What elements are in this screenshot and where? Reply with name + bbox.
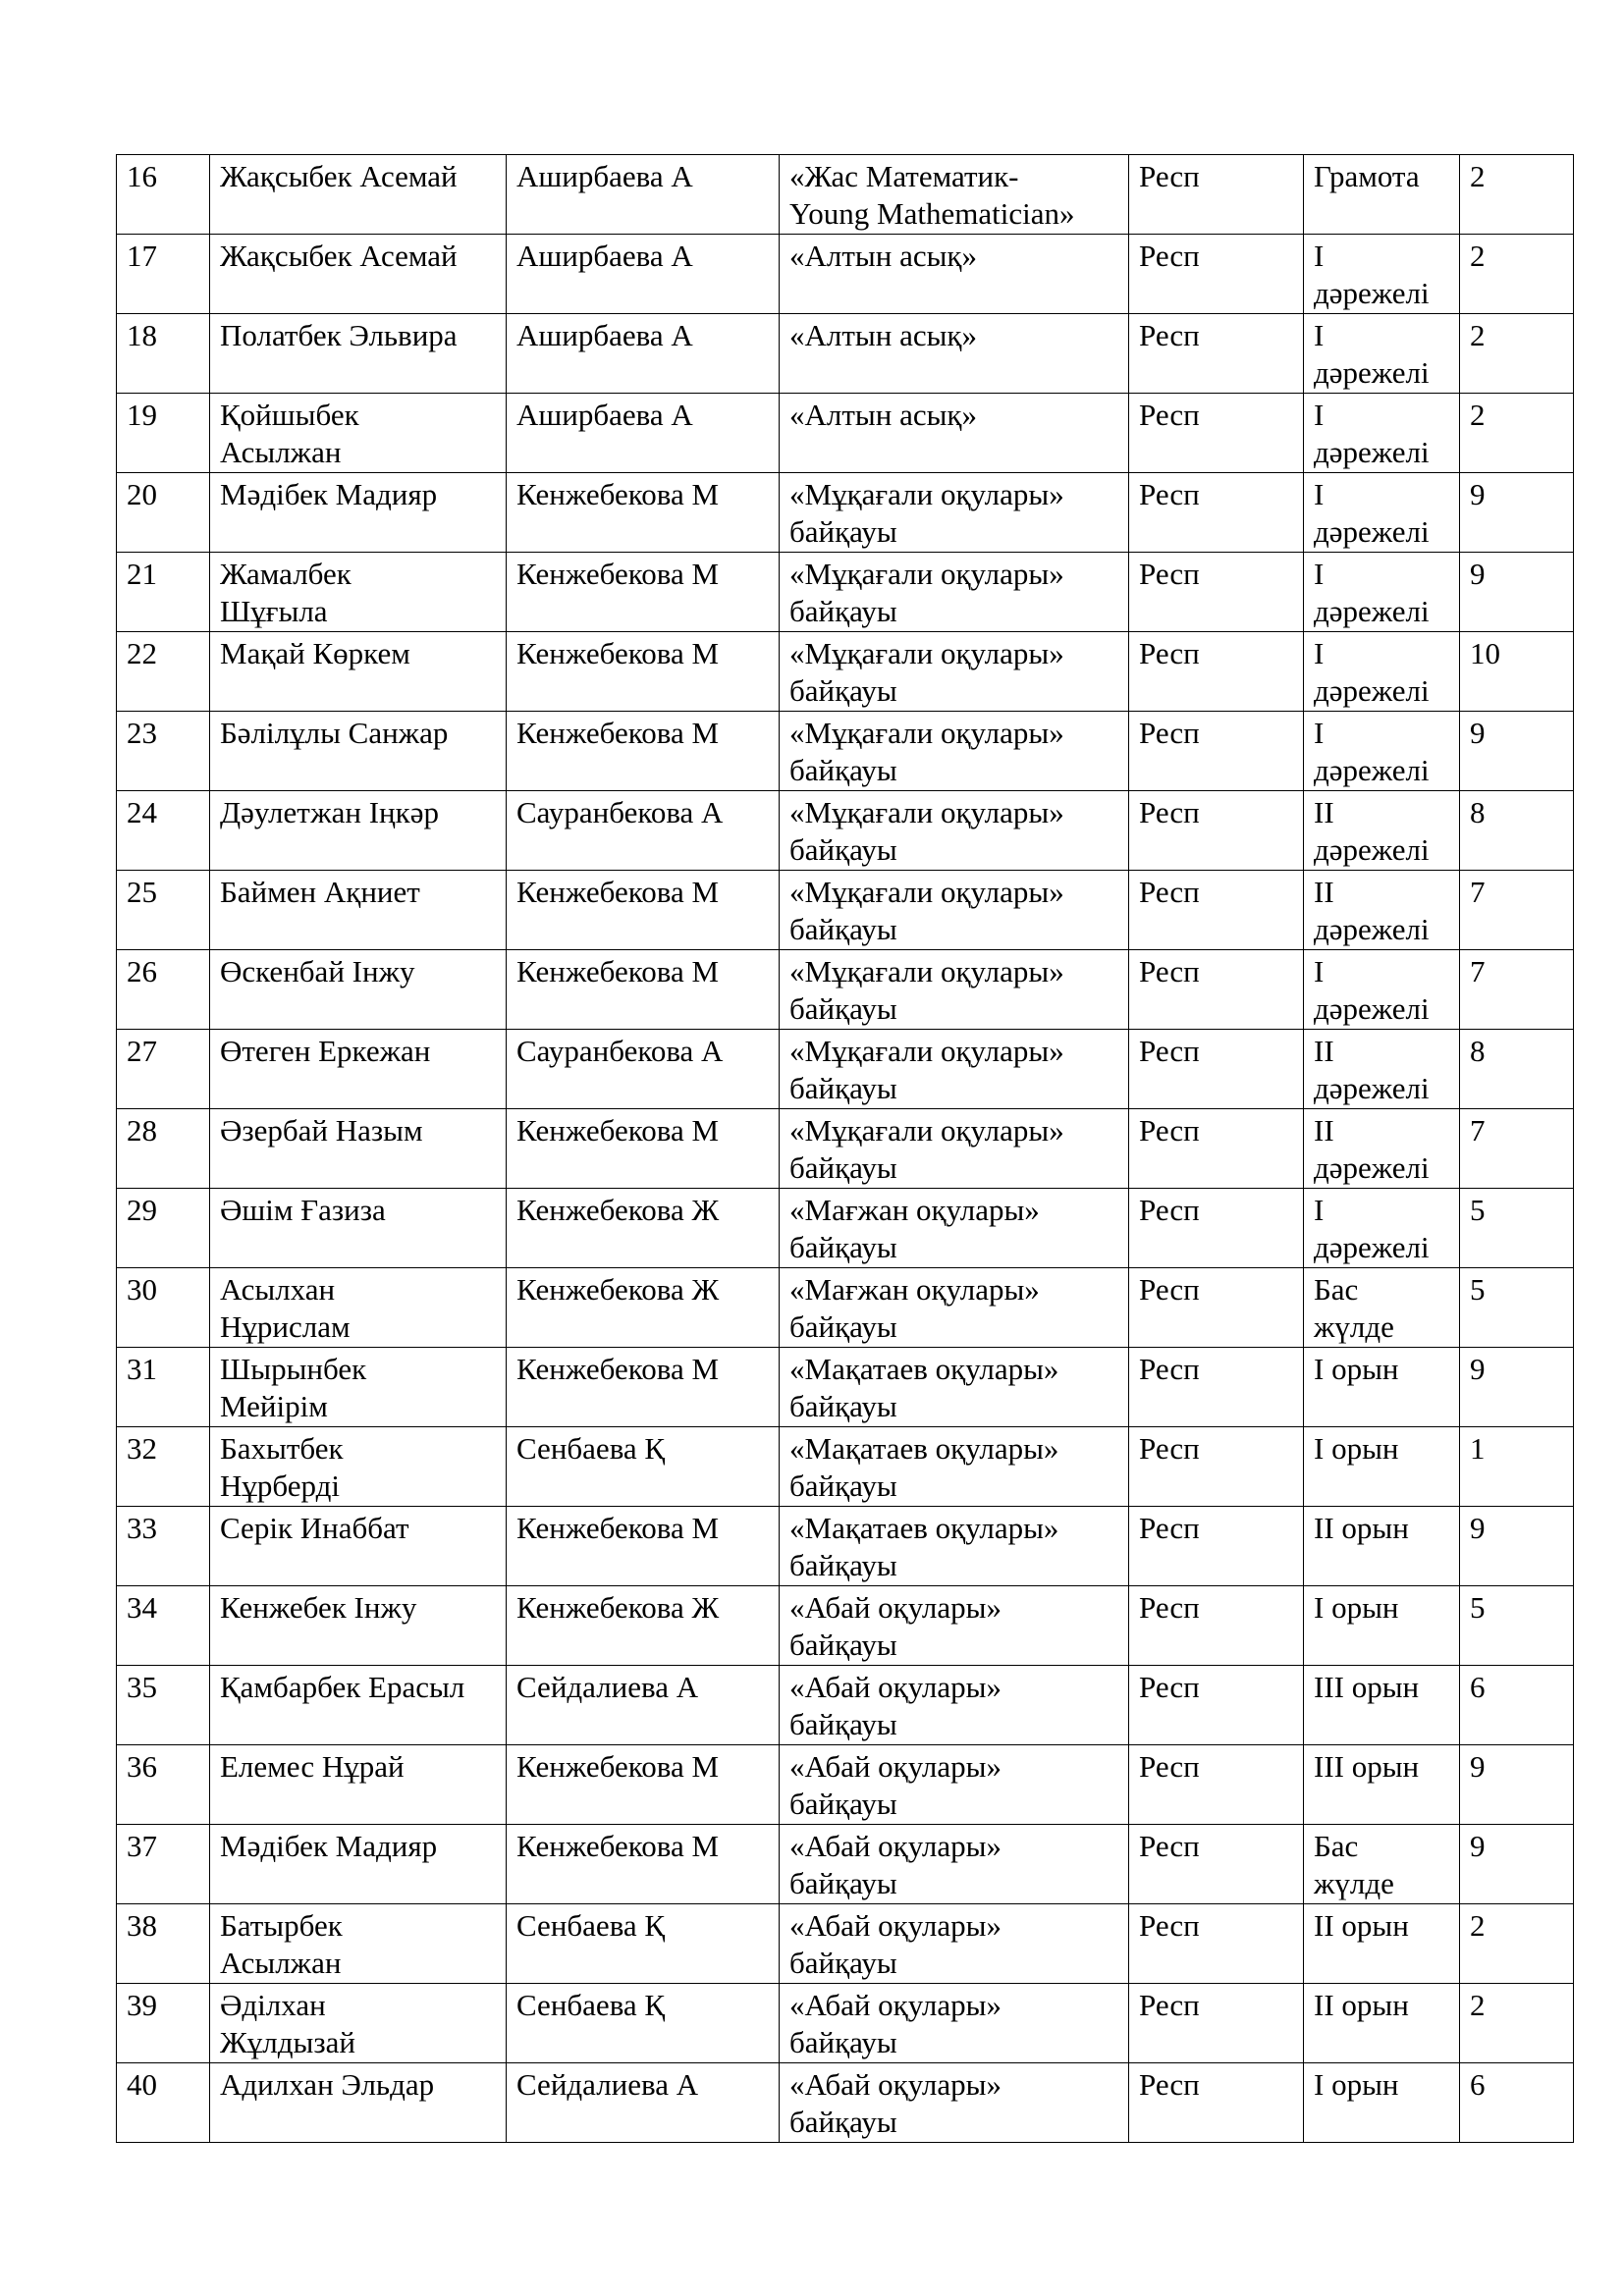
level-cell: Респ xyxy=(1129,314,1304,394)
award-cell: I дәрежелі xyxy=(1304,394,1460,473)
grade-cell: 7 xyxy=(1460,1109,1574,1189)
grade-cell: 9 xyxy=(1460,473,1574,553)
student-name-cell: Әшім Ғазиза xyxy=(210,1189,507,1268)
teacher-name-cell: Сенбаева Қ xyxy=(507,1904,780,1984)
grade-cell: 7 xyxy=(1460,950,1574,1030)
level-cell: Респ xyxy=(1129,712,1304,791)
row-number-cell: 31 xyxy=(117,1348,210,1427)
teacher-name-cell: Кенжебекова М xyxy=(507,1507,780,1586)
competition-cell: «Мақатаев оқулары» байқауы xyxy=(780,1427,1129,1507)
table-row xyxy=(117,235,1574,314)
level-cell: Респ xyxy=(1129,394,1304,473)
level-cell: Респ xyxy=(1129,632,1304,712)
row-number-cell: 22 xyxy=(117,632,210,712)
table-body xyxy=(117,155,1574,2143)
level-cell: Респ xyxy=(1129,950,1304,1030)
student-name-cell: Шырынбек Мейірім xyxy=(210,1348,507,1427)
table-row xyxy=(117,632,1574,712)
grade-cell: 6 xyxy=(1460,1666,1574,1745)
level-cell: Респ xyxy=(1129,473,1304,553)
student-name-cell: Кенжебек Інжу xyxy=(210,1586,507,1666)
level-cell: Респ xyxy=(1129,553,1304,632)
competition-cell: «Мұқағали оқулары» байқауы xyxy=(780,473,1129,553)
level-cell: Респ xyxy=(1129,235,1304,314)
grade-cell: 9 xyxy=(1460,1507,1574,1586)
award-cell: II орын xyxy=(1304,1507,1460,1586)
table-row xyxy=(117,473,1574,553)
grade-cell: 9 xyxy=(1460,553,1574,632)
grade-cell: 1 xyxy=(1460,1427,1574,1507)
teacher-name-cell: Кенжебекова М xyxy=(507,1745,780,1825)
row-number-cell: 30 xyxy=(117,1268,210,1348)
student-name-cell: Қойшыбек Асылжан xyxy=(210,394,507,473)
grade-cell: 2 xyxy=(1460,314,1574,394)
student-name-cell: Дәулетжан Іңкәр xyxy=(210,791,507,871)
teacher-name-cell: Кенжебекова М xyxy=(507,712,780,791)
teacher-name-cell: Кенжебекова М xyxy=(507,632,780,712)
level-cell: Респ xyxy=(1129,1666,1304,1745)
competition-cell: «Абай оқулары» байқауы xyxy=(780,1984,1129,2063)
student-name-cell: Жамалбек Шұғыла xyxy=(210,553,507,632)
grade-cell: 2 xyxy=(1460,394,1574,473)
grade-cell: 8 xyxy=(1460,1030,1574,1109)
award-cell: III орын xyxy=(1304,1745,1460,1825)
grade-cell: 5 xyxy=(1460,1268,1574,1348)
level-cell: Респ xyxy=(1129,1745,1304,1825)
student-name-cell: Бәлілұлы Санжар xyxy=(210,712,507,791)
level-cell: Респ xyxy=(1129,1427,1304,1507)
award-cell: II орын xyxy=(1304,1904,1460,1984)
table-row xyxy=(117,1030,1574,1109)
table-row xyxy=(117,2063,1574,2143)
teacher-name-cell: Кенжебекова М xyxy=(507,553,780,632)
competition-cell: «Мұқағали оқулары» байқауы xyxy=(780,950,1129,1030)
teacher-name-cell: Кенжебекова М xyxy=(507,1109,780,1189)
award-cell: I орын xyxy=(1304,2063,1460,2143)
student-name-cell: Өскенбай Інжу xyxy=(210,950,507,1030)
level-cell: Респ xyxy=(1129,1507,1304,1586)
table-row xyxy=(117,1189,1574,1268)
teacher-name-cell: Кенжебекова М xyxy=(507,1825,780,1904)
teacher-name-cell: Сейдалиева А xyxy=(507,2063,780,2143)
award-cell: II дәрежелі xyxy=(1304,871,1460,950)
competition-cell: «Абай оқулары» байқауы xyxy=(780,2063,1129,2143)
level-cell: Респ xyxy=(1129,2063,1304,2143)
student-name-cell: Елемес Нұрай xyxy=(210,1745,507,1825)
table-row xyxy=(117,394,1574,473)
grade-cell: 9 xyxy=(1460,1825,1574,1904)
grade-cell: 9 xyxy=(1460,1348,1574,1427)
competition-cell: «Жас Математик- Young Mathematician» xyxy=(780,155,1129,235)
award-cell: I орын xyxy=(1304,1427,1460,1507)
student-name-cell: Жақсыбек Асемай xyxy=(210,155,507,235)
student-name-cell: Қамбарбек Ерасыл xyxy=(210,1666,507,1745)
competition-cell: «Абай оқулары» байқауы xyxy=(780,1586,1129,1666)
table-row xyxy=(117,155,1574,235)
row-number-cell: 33 xyxy=(117,1507,210,1586)
level-cell: Респ xyxy=(1129,871,1304,950)
row-number-cell: 39 xyxy=(117,1984,210,2063)
teacher-name-cell: Сейдалиева А xyxy=(507,1666,780,1745)
table-row xyxy=(117,553,1574,632)
teacher-name-cell: Кенжебекова Ж xyxy=(507,1586,780,1666)
level-cell: Респ xyxy=(1129,1268,1304,1348)
student-name-cell: Өтеген Еркежан xyxy=(210,1030,507,1109)
row-number-cell: 21 xyxy=(117,553,210,632)
competition-cell: «Абай оқулары» байқауы xyxy=(780,1745,1129,1825)
table-row xyxy=(117,871,1574,950)
award-cell: I дәрежелі xyxy=(1304,712,1460,791)
row-number-cell: 35 xyxy=(117,1666,210,1745)
competition-cell: «Алтын асық» xyxy=(780,314,1129,394)
level-cell: Респ xyxy=(1129,1984,1304,2063)
teacher-name-cell: Сауранбекова А xyxy=(507,791,780,871)
row-number-cell: 37 xyxy=(117,1825,210,1904)
teacher-name-cell: Сенбаева Қ xyxy=(507,1984,780,2063)
award-cell: I дәрежелі xyxy=(1304,473,1460,553)
table-row xyxy=(117,1984,1574,2063)
grade-cell: 2 xyxy=(1460,235,1574,314)
student-name-cell: Мақай Көркем xyxy=(210,632,507,712)
level-cell: Респ xyxy=(1129,1825,1304,1904)
table-row xyxy=(117,314,1574,394)
row-number-cell: 36 xyxy=(117,1745,210,1825)
competition-cell: «Мұқағали оқулары» байқауы xyxy=(780,553,1129,632)
table-row xyxy=(117,1825,1574,1904)
row-number-cell: 24 xyxy=(117,791,210,871)
level-cell: Респ xyxy=(1129,1904,1304,1984)
grade-cell: 9 xyxy=(1460,1745,1574,1825)
award-cell: I дәрежелі xyxy=(1304,314,1460,394)
student-name-cell: Баймен Ақниет xyxy=(210,871,507,950)
level-cell: Респ xyxy=(1129,791,1304,871)
grade-cell: 7 xyxy=(1460,871,1574,950)
level-cell: Респ xyxy=(1129,1109,1304,1189)
row-number-cell: 38 xyxy=(117,1904,210,1984)
grade-cell: 2 xyxy=(1460,1904,1574,1984)
award-cell: Грамота xyxy=(1304,155,1460,235)
level-cell: Респ xyxy=(1129,155,1304,235)
student-name-cell: Адилхан Эльдар xyxy=(210,2063,507,2143)
table-row xyxy=(117,791,1574,871)
teacher-name-cell: Аширбаева А xyxy=(507,155,780,235)
row-number-cell: 26 xyxy=(117,950,210,1030)
row-number-cell: 32 xyxy=(117,1427,210,1507)
competition-cell: «Мұқағали оқулары» байқауы xyxy=(780,632,1129,712)
grade-cell: 8 xyxy=(1460,791,1574,871)
level-cell: Респ xyxy=(1129,1030,1304,1109)
results-table xyxy=(116,154,1574,2143)
table-row xyxy=(117,1904,1574,1984)
competition-cell: «Абай оқулары» байқауы xyxy=(780,1825,1129,1904)
competition-cell: «Мұқағали оқулары» байқауы xyxy=(780,1109,1129,1189)
row-number-cell: 19 xyxy=(117,394,210,473)
student-name-cell: Бахытбек Нұрберді xyxy=(210,1427,507,1507)
table-row xyxy=(117,1348,1574,1427)
award-cell: II дәрежелі xyxy=(1304,1109,1460,1189)
table-row xyxy=(117,1109,1574,1189)
table-row xyxy=(117,1268,1574,1348)
student-name-cell: Асылхан Нұрислам xyxy=(210,1268,507,1348)
row-number-cell: 16 xyxy=(117,155,210,235)
table-row xyxy=(117,1507,1574,1586)
competition-cell: «Мұқағали оқулары» байқауы xyxy=(780,871,1129,950)
student-name-cell: Әзербай Назым xyxy=(210,1109,507,1189)
row-number-cell: 17 xyxy=(117,235,210,314)
teacher-name-cell: Сенбаева Қ xyxy=(507,1427,780,1507)
row-number-cell: 40 xyxy=(117,2063,210,2143)
table-row xyxy=(117,712,1574,791)
teacher-name-cell: Кенжебекова Ж xyxy=(507,1189,780,1268)
grade-cell: 5 xyxy=(1460,1189,1574,1268)
table-row xyxy=(117,1745,1574,1825)
competition-cell: «Алтын асық» xyxy=(780,394,1129,473)
competition-cell: «Мұқағали оқулары» байқауы xyxy=(780,791,1129,871)
teacher-name-cell: Аширбаева А xyxy=(507,394,780,473)
teacher-name-cell: Аширбаева А xyxy=(507,314,780,394)
competition-cell: «Мағжан оқулары» байқауы xyxy=(780,1189,1129,1268)
teacher-name-cell: Кенжебекова М xyxy=(507,871,780,950)
row-number-cell: 25 xyxy=(117,871,210,950)
level-cell: Респ xyxy=(1129,1189,1304,1268)
row-number-cell: 34 xyxy=(117,1586,210,1666)
student-name-cell: Мәдібек Мадияр xyxy=(210,473,507,553)
grade-cell: 10 xyxy=(1460,632,1574,712)
award-cell: Бас жүлде xyxy=(1304,1825,1460,1904)
table-row xyxy=(117,950,1574,1030)
table-row xyxy=(117,1586,1574,1666)
student-name-cell: Жақсыбек Асемай xyxy=(210,235,507,314)
row-number-cell: 27 xyxy=(117,1030,210,1109)
competition-cell: «Абай оқулары» байқауы xyxy=(780,1904,1129,1984)
row-number-cell: 28 xyxy=(117,1109,210,1189)
teacher-name-cell: Аширбаева А xyxy=(507,235,780,314)
award-cell: Бас жүлде xyxy=(1304,1268,1460,1348)
student-name-cell: Полатбек Эльвира xyxy=(210,314,507,394)
award-cell: I дәрежелі xyxy=(1304,632,1460,712)
award-cell: II дәрежелі xyxy=(1304,1030,1460,1109)
level-cell: Респ xyxy=(1129,1348,1304,1427)
teacher-name-cell: Сауранбекова А xyxy=(507,1030,780,1109)
row-number-cell: 18 xyxy=(117,314,210,394)
teacher-name-cell: Кенжебекова Ж xyxy=(507,1268,780,1348)
grade-cell: 2 xyxy=(1460,155,1574,235)
student-name-cell: Әділхан Жұлдызай xyxy=(210,1984,507,2063)
teacher-name-cell: Кенжебекова М xyxy=(507,1348,780,1427)
award-cell: I дәрежелі xyxy=(1304,235,1460,314)
teacher-name-cell: Кенжебекова М xyxy=(507,950,780,1030)
row-number-cell: 20 xyxy=(117,473,210,553)
award-cell: III орын xyxy=(1304,1666,1460,1745)
competition-cell: «Алтын асық» xyxy=(780,235,1129,314)
grade-cell: 9 xyxy=(1460,712,1574,791)
award-cell: I орын xyxy=(1304,1348,1460,1427)
teacher-name-cell: Кенжебекова М xyxy=(507,473,780,553)
award-cell: II дәрежелі xyxy=(1304,791,1460,871)
grade-cell: 5 xyxy=(1460,1586,1574,1666)
table-row xyxy=(117,1666,1574,1745)
award-cell: I дәрежелі xyxy=(1304,950,1460,1030)
competition-cell: «Мұқағали оқулары» байқауы xyxy=(780,1030,1129,1109)
competition-cell: «Мұқағали оқулары» байқауы xyxy=(780,712,1129,791)
grade-cell: 6 xyxy=(1460,2063,1574,2143)
award-cell: II орын xyxy=(1304,1984,1460,2063)
award-cell: I дәрежелі xyxy=(1304,553,1460,632)
competition-cell: «Мағжан оқулары» байқауы xyxy=(780,1268,1129,1348)
level-cell: Респ xyxy=(1129,1586,1304,1666)
student-name-cell: Батырбек Асылжан xyxy=(210,1904,507,1984)
competition-cell: «Абай оқулары» байқауы xyxy=(780,1666,1129,1745)
row-number-cell: 23 xyxy=(117,712,210,791)
table-row xyxy=(117,1427,1574,1507)
student-name-cell: Серік Инаббат xyxy=(210,1507,507,1586)
row-number-cell: 29 xyxy=(117,1189,210,1268)
competition-cell: «Мақатаев оқулары» байқауы xyxy=(780,1507,1129,1586)
award-cell: I орын xyxy=(1304,1586,1460,1666)
competition-cell: «Мақатаев оқулары» байқауы xyxy=(780,1348,1129,1427)
award-cell: I дәрежелі xyxy=(1304,1189,1460,1268)
student-name-cell: Мәдібек Мадияр xyxy=(210,1825,507,1904)
grade-cell: 2 xyxy=(1460,1984,1574,2063)
